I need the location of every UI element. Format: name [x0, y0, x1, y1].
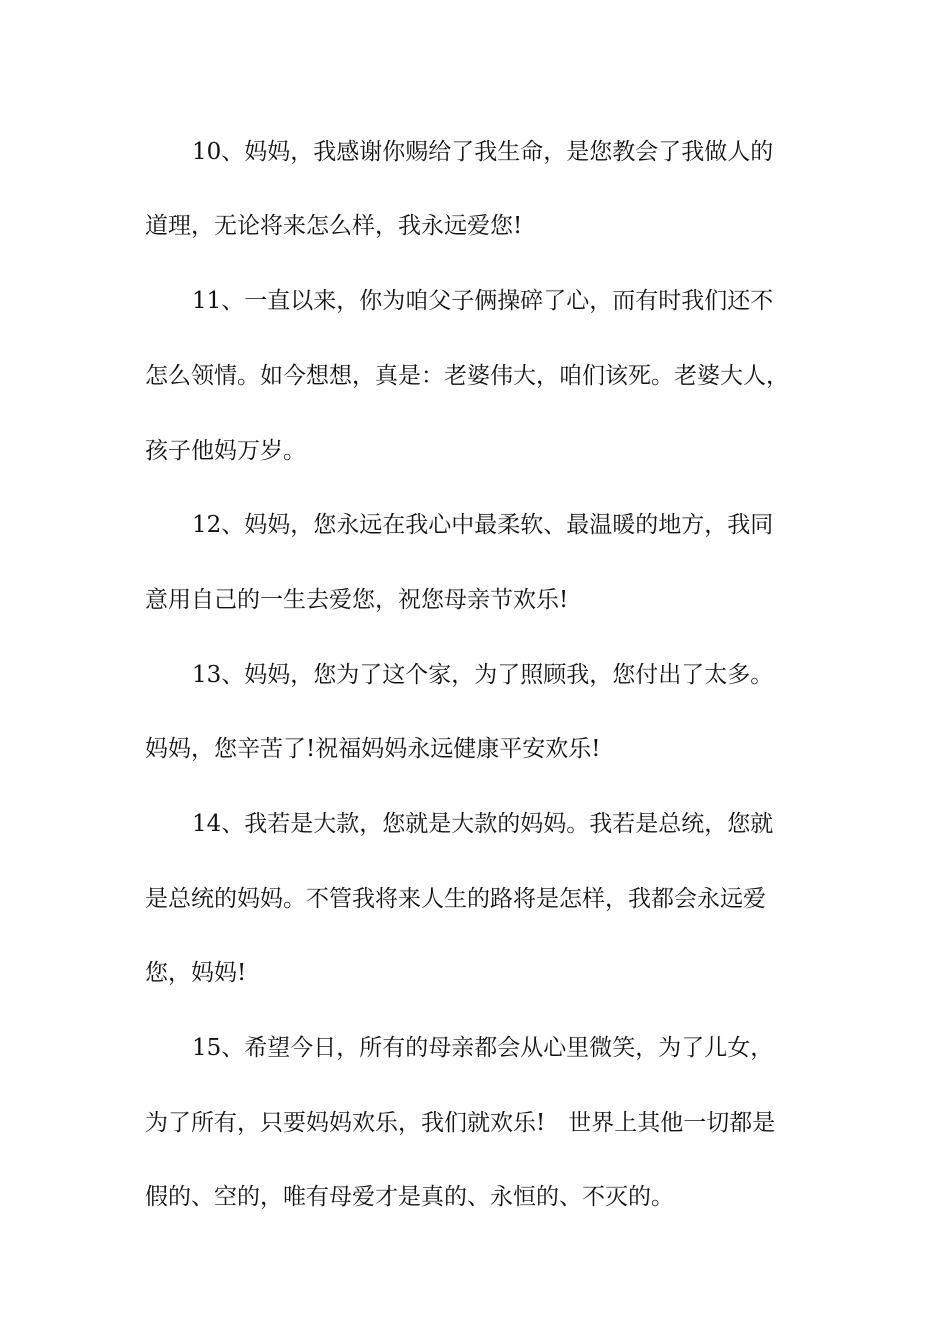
paragraph-11-line-1: 11、一直以来，你为咱父子俩操碎了心，而有时我们还不 [192, 288, 774, 314]
paragraph-10-line-1: 10、妈妈，我感谢你赐给了我生命，是您教会了我做人的 [192, 139, 774, 165]
paragraph-15-line-3: 假的、空的，唯有母爱才是真的、永恒的、不灭的。 [145, 1184, 674, 1210]
paragraph-13-line-1: 13、妈妈，您为了这个家，为了照顾我，您付出了太多。 [192, 662, 774, 688]
paragraph-10-line-2: 道理，无论将来怎么样，我永远爱您! [145, 213, 523, 239]
paragraph-11-line-2: 怎么领情。如今想想，真是：老婆伟大，咱们该死。老婆大人， [145, 363, 789, 389]
paragraph-13-line-2: 妈妈，您辛苦了!祝福妈妈永远健康平安欢乐! [145, 736, 601, 762]
paragraph-14-line-2: 是总统的妈妈。不管我将来人生的路将是怎样，我都会永远爱 [145, 886, 766, 912]
paragraph-15-line-1: 15、希望今日，所有的母亲都会从心里微笑，为了儿女， [192, 1035, 774, 1061]
paragraph-14-line-1: 14、我若是大款，您就是大款的妈妈。我若是总统，您就 [192, 811, 774, 837]
paragraph-12-line-2: 意用自己的一生去爱您，祝您母亲节欢乐! [145, 587, 569, 613]
paragraph-14-line-3: 您，妈妈! [145, 960, 247, 986]
paragraph-12-line-1: 12、妈妈，您永远在我心中最柔软、最温暖的地方，我同 [192, 512, 774, 538]
paragraph-11-line-3: 孩子他妈万岁。 [145, 438, 306, 464]
paragraph-15-line-2: 为了所有，只要妈妈欢乐，我们就欢乐! 世界上其他一切都是 [145, 1110, 776, 1136]
